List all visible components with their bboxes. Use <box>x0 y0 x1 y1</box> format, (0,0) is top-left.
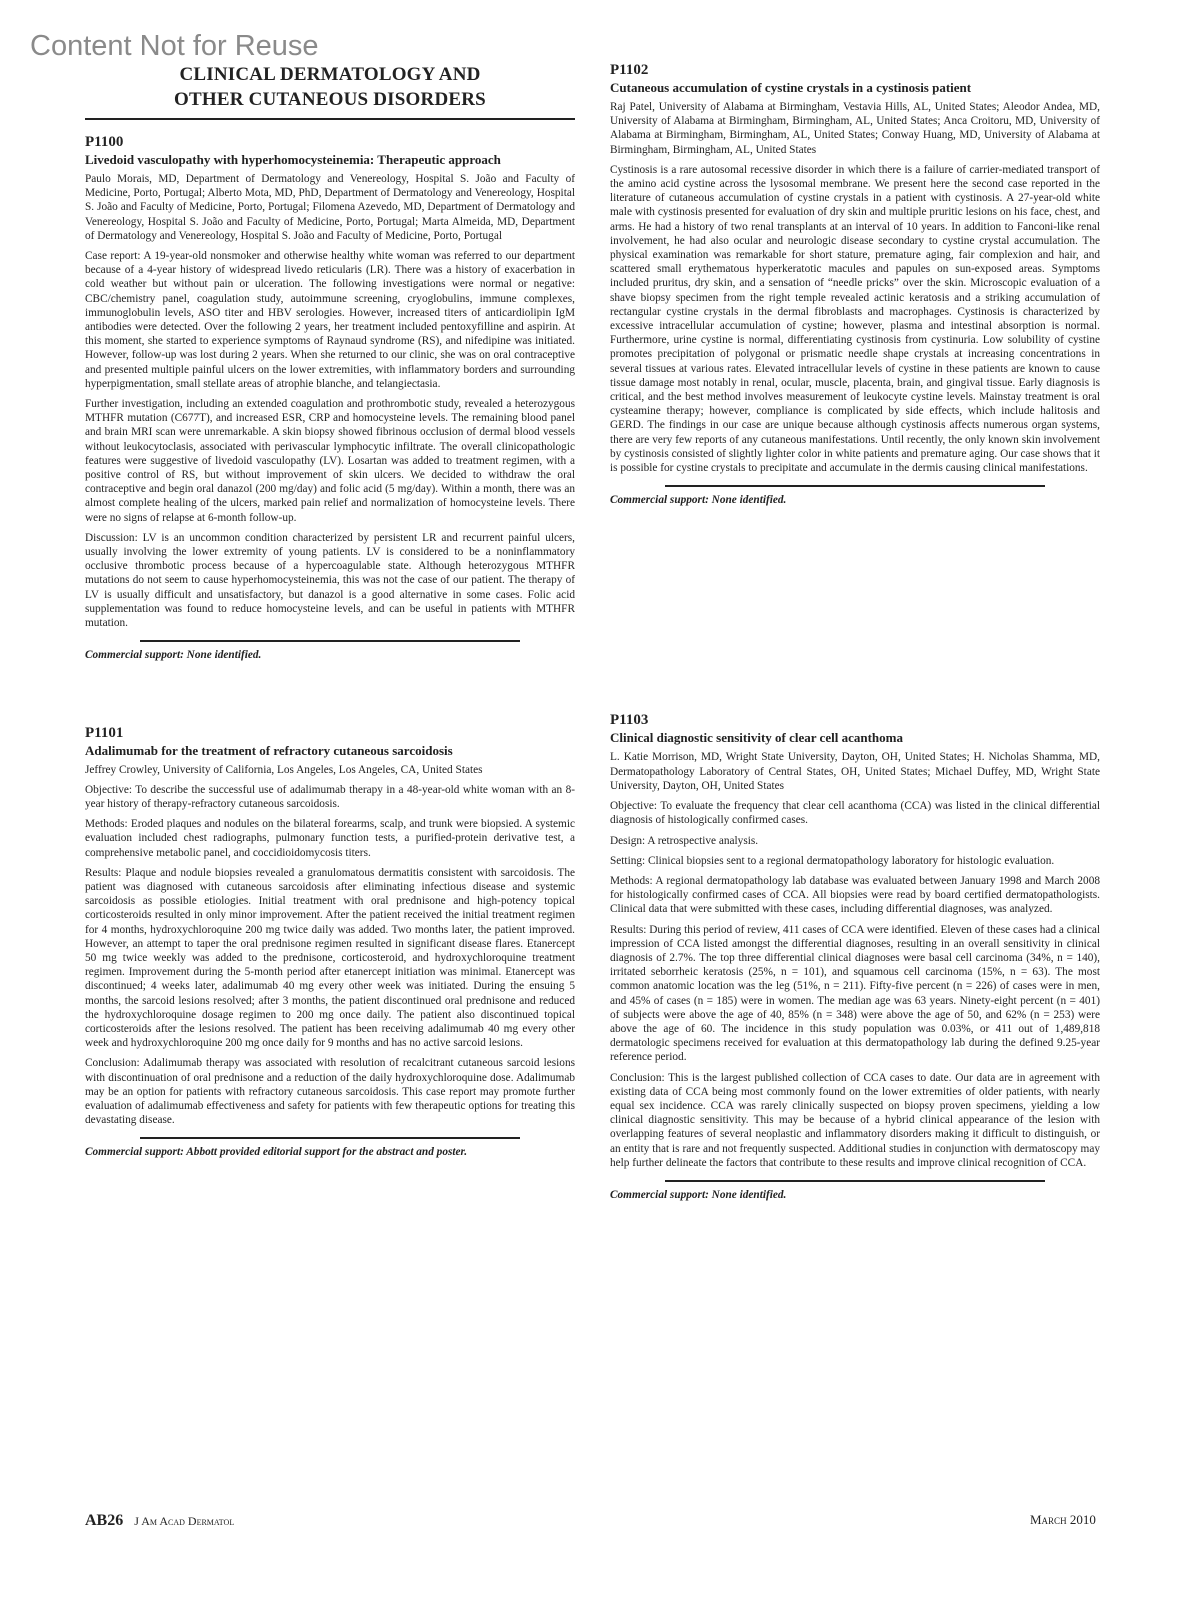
abstract-paragraph: Case report: A 19-year-old nonsmoker and otherwise healthy white woman was referred to our department because of a 4-year history of widespread livedo reticularis (LR). There was a history of exacerbation in cold weather but without pain or ulceration. The following investigations were normal or negative: CBC/chemistry panel, coagulation study, autoimmune screening, cryoglobulins, immune complexes, immunoglobulin levels, ASO titer and HBV serologies. However, increased titers of anticardiolipin IgM antibodies were detected. Over the following 2 years, her treatment included pentoxyfilline and aspirin. At this moment, she started to experience symptoms of Raynaud syndrome (RS), and nifedipine was initiated. However, follow-up was lost during 2 years. When she returned to our clinic, she was on oral contraceptive and presented multiple painful ulcers on the lower extremities, with inflammatory borders and surrounding hyperpigmentation, small stellate areas of atrophie blanche, and telangiectasia. <box>85 250 575 390</box>
abstract-paragraph: Methods: Eroded plaques and nodules on the bilateral forearms, scalp, and trunk were biopsied. A systemic evaluation included chest radiographs, pulmonary function tests, a purified-protein derivative test, a comprehensive metabolic panel, and coccidioidomycosis titers. <box>85 818 575 859</box>
watermark: Content Not for Reuse <box>30 30 319 62</box>
abstract-paragraph: Objective: To evaluate the frequency that clear cell acanthoma (CCA) was listed in the clinical differential diagnosis of histologically confirmed cases. <box>610 800 1100 827</box>
abstract-title: Cutaneous accumulation of cystine crystals in a cystinosis patient <box>610 80 972 95</box>
abstract-title: Livedoid vasculopathy with hyperhomocysteinemia: Therapeutic approach <box>85 152 501 167</box>
page-footer-right <box>1030 1512 1096 1528</box>
page-footer-left <box>85 1512 234 1530</box>
left-column <box>85 62 575 1160</box>
support-rule <box>140 1137 520 1139</box>
section-heading: CLINICAL DERMATOLOGY AND OTHER CUTANEOUS DISORDERS <box>174 64 486 110</box>
abstract-paragraph: Results: Plaque and nodule biopsies revealed a granulomatous dermatitis consistent with sarcoidosis. The patient was diagnosed with cutaneous sarcoidosis after eliminating infectious disease and systemic sarcoidosis as possible etiologies. Initial treatment with oral prednisone and high-potency topical corticosteroids resulted in only minor improvement. After the patient received the initial treatment regimen for 4 months, hydroxychloroquine 200 mg twice daily was added. Two months later, the patient improved. However, an attempt to taper the oral prednisone regimen resulted in significant disease flares. Etanercept 50 mg twice weekly was added to the prednisone, corticosteroid, and hydroxychloroquine treatment regimen. Improvement during the 5-month period after etanercept initiation was minimal. Etanercept was discontinued; 4 weeks later, adalimumab 40 mg every other week was initiated. During the ensuing 5 months, the sarcoid lesions resolved; after 3 months, the patient discontinued oral prednisone and reduced the hydroxychloroquine dosage regimen to 200 mg once daily. The patient also discontinued topical corticosteroids after the lesions resolved. The patient has been receiving adalimumab 40 mg every other week and hydroxychloroquine 200 mg once daily for 9 months and has no active sarcoid lesions. <box>85 866 575 1050</box>
abstract-paragraph: Design: A retrospective analysis. <box>610 834 759 847</box>
journal-name: J Am Acad Dermatol <box>134 1514 235 1528</box>
abstract-id: P1102 <box>610 62 649 78</box>
abstract-p1101 <box>85 725 575 1160</box>
page-number: AB26 <box>85 1512 124 1529</box>
abstract-authors: Jeffrey Crowley, University of California, Los Angeles, Los Angeles, CA, United States <box>85 763 483 776</box>
abstract-paragraph: Discussion: LV is an uncommon condition characterized by persistent LR and recurrent painful ulcers, usually involving the lower extremity of young patients. LV is considered to be a noninflammatory occlusive thrombotic process because of a hypercoagulable state. Although heterozygous MTHFR mutations do not seem to cause hyperhomocysteinemia, this was not the case of our patient. The therapy of LV is usually difficult and unsatisfactory, but danazol is a good alternative in some cases. Folic acid supplementation was found to reduce homocysteine levels, and can be useful in patients with MTHFR mutation. <box>85 531 575 630</box>
abstract-p1100 <box>85 134 575 663</box>
support-rule <box>140 640 520 642</box>
abstract-paragraph: Cystinosis is a rare autosomal recessive disorder in which there is a failure of carrier-mediated transport of the amino acid cystine across the lysosomal membrane. We present here the second case reported in the literature of cutaneous accumulation of cystine crystals in a patient with cystinosis. A 27-year-old white male with cystinosis presented for evaluation of dry skin and multiple pruritic lesions on his face, chest, and arms. He had a history of two renal transplants at an interval of 10 years. In addition to Fanconi-like renal involvement, he had also ocular and neurologic disease secondary to cystine crystal accumulation. The physical examination was remarkable for short stature, premature aging, fair complexion and hair, and scattered small erythematous hyperkeratotic macules and papules on sun-exposed areas. Symptoms included pruritus, dry skin, and a sensation of “needle pricks” over the skin. Microscopic evaluation of a shave biopsy specimen from the right temple revealed actinic keratosis and a striking accumulation of rectangular cystine crystals in the dermal fibroblasts and macrophages. Cystinosis is characterized by excessive intracellular accumulation of cystine; however, plasma and intestinal absorption is normal. Furthermore, urine cystine is normal, differentiating cystinosis from cystinuria. Low solubility of cystine promotes precipitation of polygonal or prismatic needle shape crystals at increasing concentrations in several tissues at various rates. Elevated intracellular levels of cystine in these patients are known to cause tissue damage most notably in renal, ocular, muscle, placenta, brain, and gingival tissue. Early diagnosis is critical, and the best method involves measurement of leukocyte cystine levels. Mainstay treatment is oral cysteamine therapy; however, compliance is complicated by side effects, which include halitosis and GERD. The findings in our case are unique because although cystinosis affects numerous organ systems, there are very few reports of any cutaneous manifestations. Until recently, the only known skin involvement by cystinosis consisted of slightly lighter color in white patients and premature aging. Our case shows that it is possible for cystine crystals to precipitate and accumulate in the dermis causing clinical manifestations. <box>610 163 1100 475</box>
support-rule <box>665 1180 1045 1182</box>
support-rule <box>665 485 1045 487</box>
abstract-paragraph: Results: During this period of review, 411 cases of CCA were identified. Eleven of these cases had a clinical impression of CCA listed amongst the differential diagnoses, resulting in an overall sensitivity in clinical diagnosis of 2.7%. The top three differential clinical diagnoses were basal cell carcinoma (34%, n = 140), irritated seborrheic keratosis (25%, n = 101), and squamous cell carcinoma (15%, n = 63). The most common anatomic location was the leg (51%, n = 211). Fifty-five percent (n = 226) of cases were in men, and 45% of cases (n = 185) were in women. The median age was 63 years. Ninety-eight percent (n = 401) of subjects were above the age of 40, 85% (n = 348) were above the age of 50, and 62% (n = 253) were above the age of 60. The incidence in this study population was 0.03%, or 411 out of 1,489,818 dermatologic specimens received for evaluation at this dermatopathology lab during the defined 9.25-year reference period. <box>610 923 1100 1064</box>
abstract-title: Adalimumab for the treatment of refractory cutaneous sarcoidosis <box>85 742 453 758</box>
abstract-paragraph: Objective: To describe the successful use of adalimumab therapy in a 48-year-old white woman with an 8-year history of therapy-refractory cutaneous sarcoidosis. <box>85 783 575 810</box>
issue-date: March 2010 <box>1030 1512 1096 1527</box>
commercial-support: Commercial support: Abbott provided editorial support for the abstract and poster. <box>85 1146 468 1159</box>
abstract-authors: Paulo Morais, MD, Department of Dermatology and Venereology, Hospital S. João and Faculty of Medicine, Porto, Portugal; Alberto Mota, MD, PhD, Department of Dermatology and Venereology, Hospital S. João and Faculty of Medicine, Porto, Portugal; Filomena Azevedo, MD, Department of Dermatology and Venereology, Hospital S. João and Faculty of Medicine, Porto, Portugal; Marta Almeida, MD, Department of Dermatology and Venereology, Hospital S. João and Faculty of Medicine, Porto, Portugal <box>85 173 575 242</box>
abstract-authors: Raj Patel, University of Alabama at Birmingham, Vestavia Hills, AL, United States; Aleodor Andea, MD, University of Alabama at Birmingham, Birmingham, AL, United States; Anca Croitoru, MD, University of Alabama at Birmingham, Birmingham, AL, United States; Conway Huang, MD, University of Alabama at Birmingham, Birmingham, AL, United States <box>610 101 1100 156</box>
abstract-id: P1103 <box>610 712 649 729</box>
commercial-support: Commercial support: None identified. <box>610 1188 787 1201</box>
abstract-paragraph: Conclusion: Adalimumab therapy was associated with resolution of recalcitrant cutaneous sarcoid lesions with discontinuation of oral prednisone and a reduction of the daily hydroxychloroquine dose. Adalimumab may be an option for patients with refractory cutaneous sarcoidosis. This case report may promote further evaluation of adalimumab effectiveness and safety for patients with few therapeutic options for treating this devastating disease. <box>85 1057 575 1127</box>
abstract-paragraph: Conclusion: This is the largest published collection of CCA cases to date. Our data are in agreement with existing data of CCA being most commonly found on the lower extremities of older patients, with nearly equal sex incidence. CCA was rarely clinically suspected on biopsy proven specimens, yielding a low clinical diagnostic sensitivity. This may be because of a hybrid clinical appearance of the lesion with overlapping features of several neoplastic and inflammatory disorders making it difficult to distinguish, or an entity that is rare and not frequently suspected. Additional studies in conjunction with dermatoscopy may help further delineate the factors that contribute to these results and improve clinical recognition of CCA. <box>610 1071 1100 1169</box>
commercial-support: Commercial support: None identified. <box>610 494 787 507</box>
abstract-p1102 <box>610 62 1100 507</box>
abstract-id: P1100 <box>85 134 124 150</box>
heading-rule <box>85 118 575 120</box>
abstract-paragraph: Further investigation, including an extended coagulation and prothrombotic study, revealed a heterozygous MTHFR mutation (C677T), and increased ESR, CRP and homocysteine levels. The remaining blood panel and brain MRI scan were unremarkable. A skin biopsy showed fibrinous occlusion of dermal blood vessels without leukocytoclasis, associated with perivascular lymphocytic infiltrate. The overall clinicopathologic features were suggestive of livedoid vasculopathy (LV). Losartan was added to treatment regimen, with a positive control of RS, but without improvement of skin ulcers. We decided to withdraw the oral contraceptive and begin oral danazol (200 mg/day) and folic acid (5 mg/day). Within a month, there was an almost complete healing of the ulcers, marked pain relief and normalization of homocysteine levels. There were no signs of relapse at 6-month follow-up. <box>85 398 575 524</box>
right-column <box>610 62 1100 1202</box>
abstract-paragraph: Setting: Clinical biopsies sent to a regional dermatopathology laboratory for histologic evaluation. <box>610 854 1055 867</box>
abstract-authors: L. Katie Morrison, MD, Wright State University, Dayton, OH, United States; H. Nicholas Shamma, MD, Dermatopathology Laboratory of Central States, OH, United States; Michael Duffey, MD, Wright State University, Dayton, OH, United States <box>610 751 1100 792</box>
abstract-title: Clinical diagnostic sensitivity of clear cell acanthoma <box>610 730 903 746</box>
abstract-id: P1101 <box>85 724 124 741</box>
abstract-p1103 <box>610 712 1100 1202</box>
commercial-support: Commercial support: None identified. <box>85 649 262 662</box>
abstract-paragraph: Methods: A regional dermatopathology lab database was evaluated between January 1998 and March 2008 for histologically confirmed cases of CCA. All biopsies were read by board certified dermatopathologists. Clinical data that were submitted with these cases, including differential diagnoses, was analyzed. <box>610 874 1100 916</box>
